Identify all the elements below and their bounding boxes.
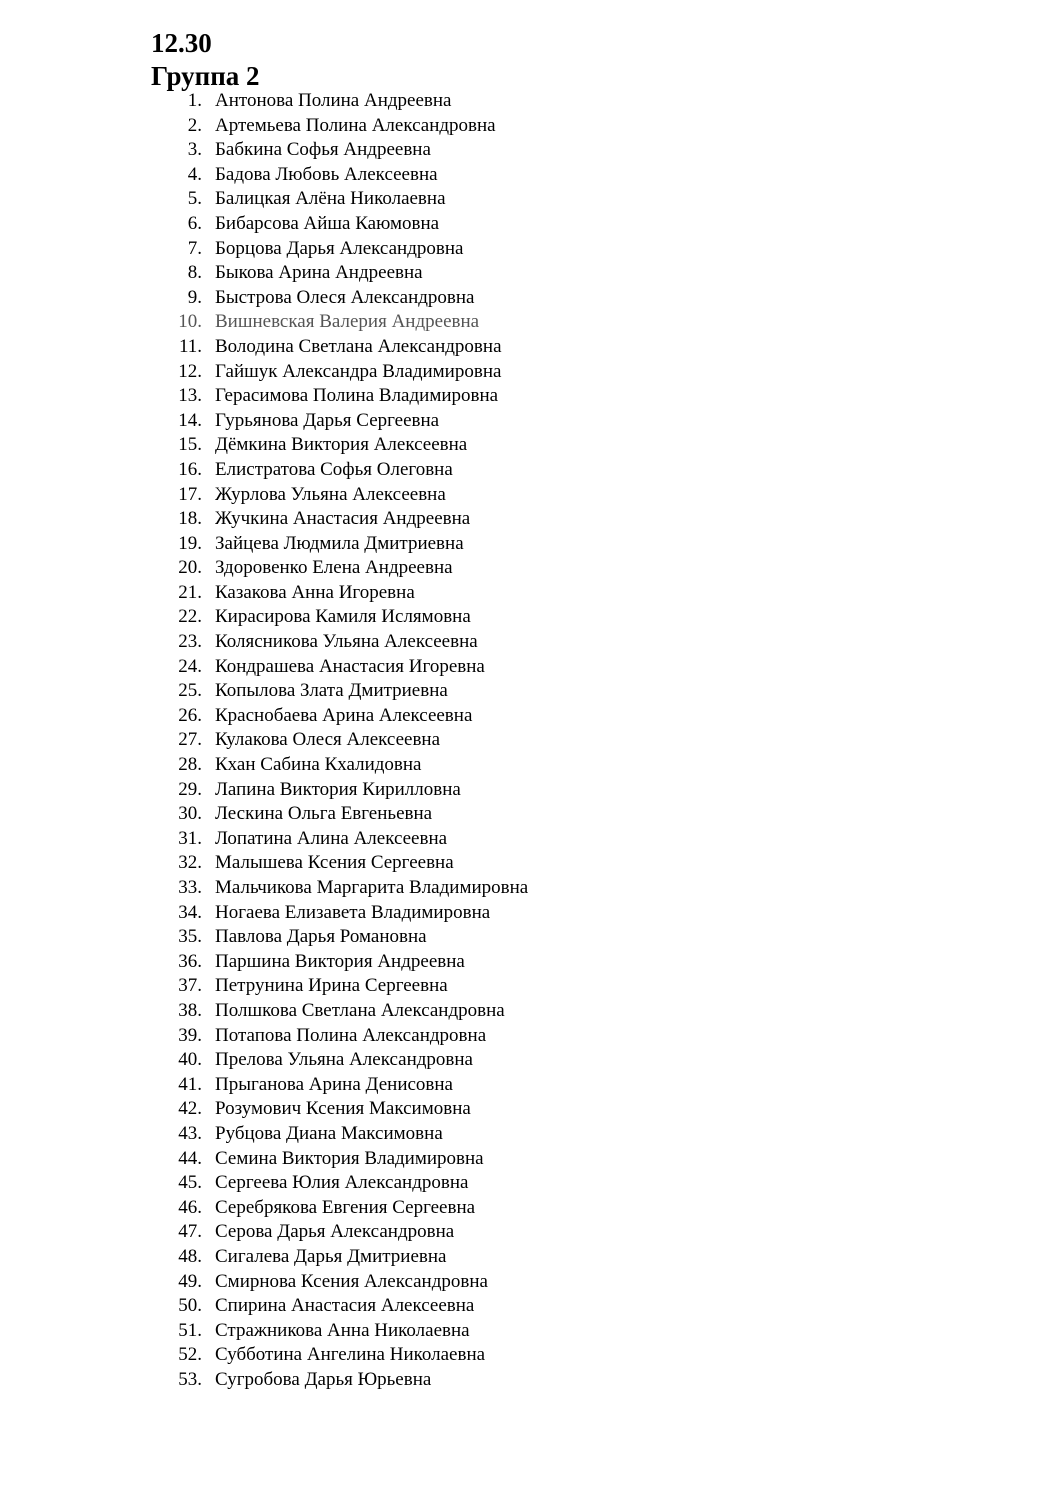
list-item-number: 26. — [178, 704, 202, 726]
student-name: Сигалева Дарья Дмитриевна — [215, 1245, 447, 1267]
student-name: Краснобаева Арина Алексеевна — [215, 704, 473, 726]
student-name: Герасимова Полина Владимировна — [215, 385, 499, 407]
list-item-number: 44. — [178, 1147, 202, 1169]
student-name: Дёмкина Виктория Алексеевна — [215, 434, 468, 456]
student-name: Малышева Ксения Сергеевна — [215, 852, 454, 874]
list-item-number: 36. — [178, 950, 202, 972]
student-name: Павлова Дарья Романовна — [215, 926, 427, 948]
student-name: Журлова Ульяна Алексеевна — [215, 483, 446, 505]
list-item-number: 34. — [178, 901, 202, 923]
list-item-number: 37. — [178, 975, 202, 997]
student-name: Бадова Любовь Алексеевна — [215, 163, 438, 185]
list-item-number: 15. — [178, 434, 202, 456]
list-item-number: 12. — [178, 360, 202, 382]
list-item-number: 3. — [187, 139, 202, 161]
list-item-number: 35. — [178, 926, 202, 948]
list-item-number: 49. — [178, 1270, 202, 1292]
student-name: Жучкина Анастасия Андреевна — [215, 508, 471, 530]
student-name: Прелова Ульяна Александровна — [215, 1049, 473, 1071]
list-item-number: 1. — [187, 90, 202, 111]
list-item-number: 10. — [178, 311, 202, 333]
student-name: Антонова Полина Андреевна — [215, 90, 452, 111]
student-name: Артемьева Полина Александровна — [215, 114, 496, 136]
student-name: Потапова Полина Александровна — [215, 1024, 487, 1046]
list-item-number: 30. — [178, 803, 202, 825]
student-name: Серова Дарья Александровна — [215, 1221, 455, 1243]
student-name: Лескина Ольга Евгеньевна — [215, 803, 433, 825]
list-item-number: 53. — [178, 1368, 202, 1390]
student-name: Ногаева Елизавета Владимировна — [215, 901, 491, 923]
student-name: Казакова Анна Игоревна — [215, 581, 415, 603]
student-name: Елистратова Софья Олеговна — [215, 458, 453, 480]
list-item-number: 13. — [178, 385, 202, 407]
list-item-number: 23. — [178, 631, 202, 653]
student-name: Гурьянова Дарья Сергеевна — [215, 409, 440, 431]
student-name: Зайцева Людмила Дмитриевна — [215, 532, 464, 554]
list-item-number: 25. — [178, 680, 202, 702]
student-name: Быкова Арина Андреевна — [215, 262, 423, 284]
student-name: Гайшук Александра Владимировна — [215, 360, 502, 382]
list-item-number: 2. — [187, 114, 202, 136]
student-name: Здоровенко Елена Андреевна — [215, 557, 453, 579]
student-name: Семина Виктория Владимировна — [215, 1147, 484, 1169]
list-item-number: 27. — [178, 729, 202, 751]
list-item-number: 51. — [178, 1319, 202, 1341]
student-name: Паршина Виктория Андреевна — [215, 950, 465, 972]
list-item-number: 18. — [178, 508, 202, 530]
list-item-number: 4. — [187, 163, 202, 185]
student-name: Мальчикова Маргарита Владимировна — [215, 877, 529, 898]
student-name: Кхан Сабина Кхалидовна — [215, 754, 422, 776]
student-name: Балицкая Алёна Николаевна — [215, 188, 446, 210]
list-item-number: 28. — [178, 754, 202, 776]
student-name: Лапина Виктория Кирилловна — [215, 778, 461, 800]
session-time-heading: 12.30 — [151, 28, 212, 58]
list-item-number: 14. — [178, 409, 202, 431]
student-name: Бибарсова Айша Каюмовна — [215, 212, 440, 234]
student-name: Смирнова Ксения Александровна — [215, 1270, 488, 1292]
list-item-number: 48. — [178, 1245, 202, 1267]
list-item-number: 29. — [178, 778, 202, 800]
list-item-number: 42. — [178, 1098, 202, 1120]
student-name: Кондрашева Анастасия Игоревна — [215, 655, 485, 677]
student-name: Розумович Ксения Максимовна — [215, 1098, 471, 1120]
list-item-number: 45. — [178, 1172, 202, 1194]
list-item-number: 41. — [178, 1073, 202, 1095]
student-name: Володина Светлана Александровна — [215, 335, 502, 357]
list-item-number: 8. — [187, 262, 202, 284]
list-item-number: 39. — [178, 1024, 202, 1046]
group-heading: Группа 2 — [151, 61, 260, 91]
student-name: Колясникова Ульяна Алексеевна — [215, 631, 478, 653]
student-name: Кулакова Олеся Алексеевна — [215, 729, 441, 751]
list-item-number: 19. — [178, 532, 202, 554]
student-name: Рубцова Диана Максимовна — [215, 1122, 443, 1144]
list-item-number: 11. — [178, 335, 202, 357]
list-item-number: 6. — [187, 212, 202, 234]
student-name: Копылова Злата Дмитриевна — [215, 680, 448, 702]
list-item-number: 38. — [178, 999, 202, 1021]
student-name: Стражникова Анна Николаевна — [215, 1319, 470, 1341]
student-name: Вишневская Валерия Андреевна — [215, 311, 480, 333]
student-name: Полшкова Светлана Александровна — [215, 999, 505, 1021]
list-item-number: 50. — [178, 1295, 202, 1317]
list-item-number: 46. — [178, 1196, 202, 1218]
list-item-number: 40. — [178, 1049, 202, 1071]
list-item-number: 32. — [178, 852, 202, 874]
list-item-number: 52. — [178, 1344, 202, 1366]
list-item-number: 33. — [178, 877, 202, 898]
list-item-number: 24. — [178, 655, 202, 677]
student-name: Сергеева Юлия Александровна — [215, 1172, 469, 1194]
list-item-number: 9. — [187, 286, 202, 308]
student-name: Субботина Ангелина Николаевна — [215, 1344, 486, 1366]
student-name: Сугробова Дарья Юрьевна — [215, 1368, 432, 1390]
student-name: Серебрякова Евгения Сергеевна — [215, 1196, 476, 1218]
list-item-number: 21. — [178, 581, 202, 603]
student-name: Лопатина Алина Алексеевна — [215, 827, 448, 849]
list-item-number: 31. — [178, 827, 202, 849]
list-item-number: 20. — [178, 557, 202, 579]
list-item-number: 22. — [178, 606, 202, 628]
student-name: Прыганова Арина Денисовна — [215, 1073, 453, 1095]
list-item-number: 7. — [187, 237, 202, 259]
list-item-number: 47. — [178, 1221, 202, 1243]
student-name: Бабкина Софья Андреевна — [215, 139, 431, 161]
list-item-number: 16. — [178, 458, 202, 480]
student-name: Быстрова Олеся Александровна — [215, 286, 475, 308]
student-name: Борцова Дарья Александровна — [215, 237, 464, 259]
student-name: Петрунина Ирина Сергеевна — [215, 975, 448, 997]
list-item-number: 5. — [187, 188, 202, 210]
student-name: Кирасирова Камиля Ислямовна — [215, 606, 471, 628]
list-item-number: 17. — [178, 483, 202, 505]
list-item-number: 43. — [178, 1122, 202, 1144]
student-name: Спирина Анастасия Алексеевна — [215, 1295, 475, 1317]
